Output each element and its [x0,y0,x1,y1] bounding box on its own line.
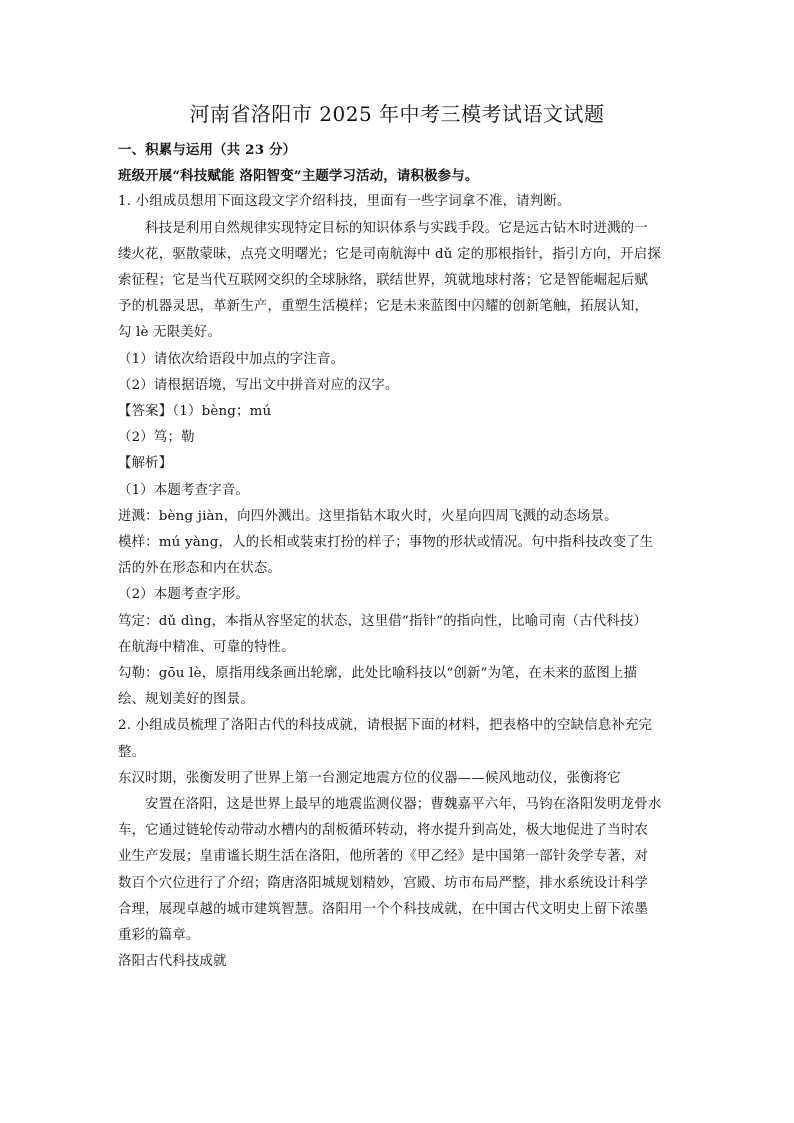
passage-line: 予的机器灵思，革新生产，重塑生活模样；它是未来蓝图中闪耀的创新笔触，拓展认知， [118,299,649,315]
answer-line: 【解析】 [118,456,173,472]
passage-line: 索征程；它是当代互联网交织的全球脉络，联结世界，筑就地球村落；它是智能崛起后赋 [118,273,649,289]
material-line: 合理，展现卓越的城市建筑智慧。洛阳用一个个科技成就，在中国古代文明史上留下浓墨 [118,901,649,917]
analysis-line: 绘、规划美好的图景。 [118,692,254,708]
document-body [118,137,678,976]
analysis-line: 勾勒：gōu lè，原指用线条画出轮廓，此处比喻科技以“创新”为笔，在未来的蓝图上描 [118,666,638,682]
analysis-line: 活的外在形态和内在状态。 [118,561,282,577]
analysis-line: 模样：mú yàng，人的长相或装束打扮的样子；事物的形状或情况。句中指科技改变了生 [118,535,654,551]
question-2: 东汉时期，张衡发明了世界上第一台测定地震方位的仪器——候风地动仪，张衡将它 [118,770,621,786]
section-heading: 一、积累与运用（共 23 分） [118,142,297,158]
analysis-line: （2）本题考查字形。 [118,587,250,603]
analysis-line: 迸溅：bèng jiàn，向四外溅出。这里指钻木取火时，火星向四周飞溅的动态场景。 [118,508,618,524]
passage-line: 缕火花，驱散蒙昧，点亮文明曙光；它是司南航海中 dǔ 定的那根指针，指引方向，开启探 [118,246,661,262]
material-line: 洛阳古代科技成就 [118,954,227,970]
material-line: 业生产发展；皇甫谧长期生活在洛阳，他所著的《甲乙经》是中国第一部针灸学专著，对 [118,849,649,865]
analysis-line: 2. 小组成员梳理了洛阳古代的科技成就，请根据下面的材料，把表格中的空缺信息补充完 [118,718,653,734]
material-line: 数百个穴位进行了介绍；隋唐洛阳城规划精妙，宫殿、坊市布局严整，排水系统设计科学 [118,875,649,891]
passage-line: 勾 lè 无限美好。 [118,325,222,341]
material-line: 车，它通过链轮传动带动水槽内的刮板循环转动，将水提升到高处，极大地促进了当时农 [118,823,649,839]
activity-intro: 班级开展“科技赋能 洛阳智变”主题学习活动，请积极参与。 [118,168,479,185]
material-line: 重彩的篇章。 [118,928,200,944]
passage-line: 科技是利用自然规律实现特定目标的知识体系与实践手段。它是远古钻木时迸溅的一 [145,220,648,236]
document-title: 河南省洛阳市 2025 年中考三模考试语文试题 [189,102,605,126]
sub-question: 【答案】（1）bèng；mú [118,404,272,420]
analysis-line: 在航海中精准、可靠的特性。 [118,639,295,655]
answer-line: （2）笃；勒 [118,430,195,446]
sub-question: （2）请根据语境，写出文中拼音对应的汉字。 [118,377,399,393]
analysis-line: 笃定：dǔ dìng，本指从容坚定的状态，这里借“指针”的指向性，比喻司南（古代科技） [118,613,648,629]
analysis-heading: （1）本题考查字音。 [118,482,250,498]
question-1: 1. 小组成员想用下面这段文字介绍科技，里面有一些字词拿不准，请判断。 [118,194,571,210]
passage-line: （1）请依次给语段中加点的字注音。 [118,351,345,367]
question-2: 整。 [118,744,146,760]
material-line: 安置在洛阳，这是世界上最早的地震监测仪器；曹魏嘉平六年，马钧在洛阳发明龙骨水 [145,797,662,813]
